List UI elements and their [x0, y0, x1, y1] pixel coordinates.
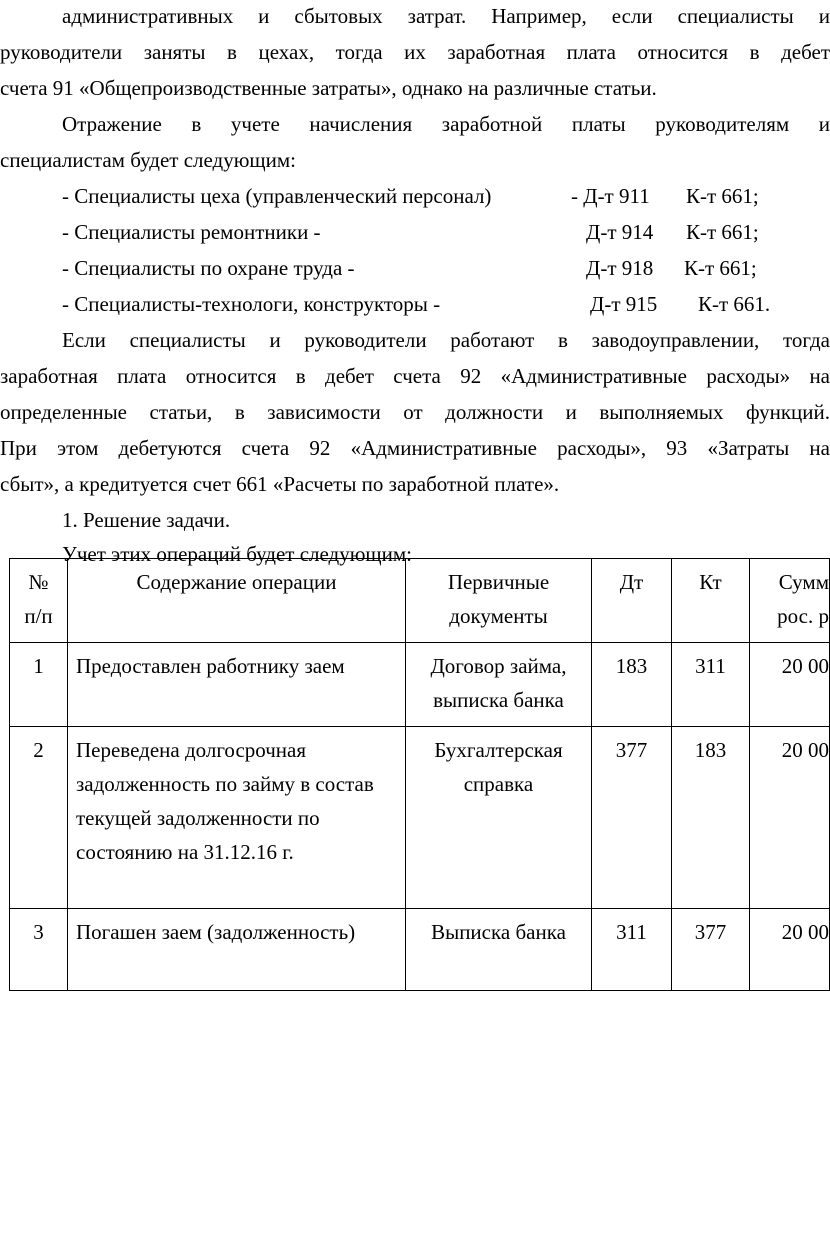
header-sum: Сумм рос. р [750, 559, 830, 643]
entry-credit: К-т 661; [684, 256, 757, 280]
header-credit: Кт [672, 559, 750, 643]
cell-credit: 377 [672, 909, 750, 991]
header-debit: Дт [592, 559, 672, 643]
cell-documents: Бухгалтерская справка [406, 727, 592, 909]
cell-number: 2 [10, 727, 68, 909]
cell-documents: Выписка банка [406, 909, 592, 991]
entry-label: - Специалисты-технологи, конструкторы - [62, 292, 441, 316]
entry-label: - Специалисты цеха (управленческий персонал) [62, 184, 492, 208]
paragraph-line: административных и сбытовых затрат. Например, если специалисты и [62, 4, 830, 28]
table-row [10, 909, 830, 991]
entry-credit: К-т 661. [698, 292, 771, 316]
paragraph-line: заработная плата относится в дебет счета 92 «Административные расходы» на [0, 364, 830, 388]
table-header-row [10, 559, 830, 643]
cell-number: 3 [10, 909, 68, 991]
entry-debit: Д-т 915 [590, 292, 658, 316]
paragraph-line: сбыт», а кредитуется счет 661 «Расчеты по заработной плате». [0, 472, 560, 496]
cell-credit: 183 [672, 727, 750, 909]
paragraph-line: Если специалисты и руководители работают в заводоуправлении, тогда [62, 328, 830, 352]
cell-credit: 311 [672, 643, 750, 727]
cell-sum: 20 00 [750, 643, 830, 727]
paragraph-line: Отражение в учете начисления заработной платы руководителям и [62, 112, 830, 136]
cell-debit: 183 [592, 643, 672, 727]
paragraph-line: руководители заняты в цехах, тогда их заработная плата относится в дебет [0, 40, 830, 64]
table-intro: Учет этих операций будет следующим: [62, 542, 412, 566]
table-row [10, 727, 830, 909]
table-row [10, 643, 830, 727]
list-item: 1. Решение задачи. [62, 508, 231, 532]
paragraph-line: При этом дебетуются счета 92 «Административные расходы», 93 «Затраты на [0, 436, 830, 460]
paragraph-line: специалистам будет следующим: [0, 148, 296, 172]
cell-debit: 311 [592, 909, 672, 991]
header-documents: Первичные документы [406, 559, 592, 643]
entry-credit: К-т 661; [686, 184, 759, 208]
paragraph-line: определенные статьи, в зависимости от должности и выполняемых функций. [0, 400, 830, 424]
entry-label: - Специалисты по охране труда - [62, 256, 355, 280]
header-content: Содержание операции [68, 559, 406, 643]
cell-content: Переведена долгосрочная задолженность по займу в состав текущей задолженности по состоянию на 31.12.16 г. [68, 727, 406, 909]
entry-label: - Специалисты ремонтники - [62, 220, 321, 244]
cell-content: Предоставлен работнику заем [68, 643, 406, 727]
cell-debit: 377 [592, 727, 672, 909]
paragraph-line: счета 91 «Общепроизводственные затраты», однако на различные статьи. [0, 76, 657, 100]
entry-debit: Д-т 918 [586, 256, 654, 280]
cell-documents: Договор займа, выписка банка [406, 643, 592, 727]
entry-debit: - Д-т 911 [571, 184, 650, 208]
cell-number: 1 [10, 643, 68, 727]
entry-credit: К-т 661; [686, 220, 759, 244]
cell-sum: 20 00 [750, 727, 830, 909]
cell-sum: 20 00 [750, 909, 830, 991]
cell-content: Погашен заем (задолженность) [68, 909, 406, 991]
operations-table [9, 558, 830, 991]
entry-debit: Д-т 914 [586, 220, 654, 244]
header-number: № п/п [10, 559, 68, 643]
